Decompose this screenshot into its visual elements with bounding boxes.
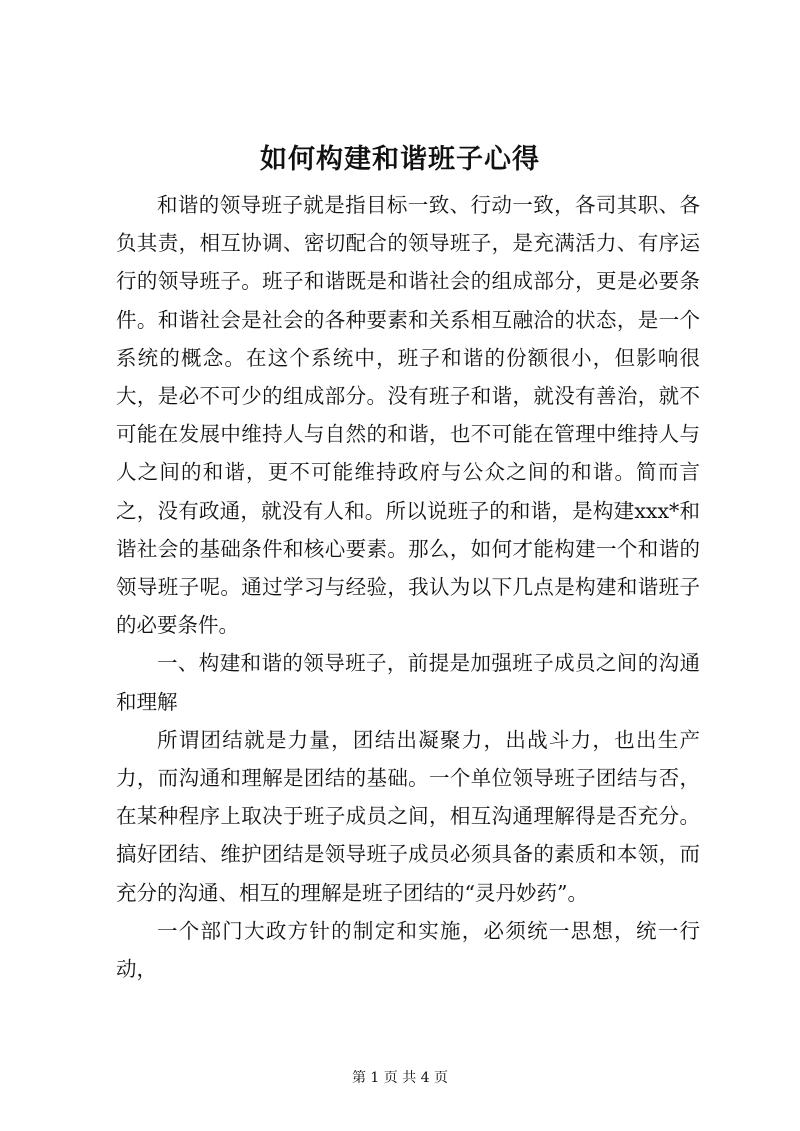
document-body [116,186,700,988]
section-heading-1: 一、构建和谐的领导班子，前提是加强班子成员之间的沟通和理解 [116,651,700,714]
page-footer: 第 1 页 共 4 页 [351,1070,449,1086]
document-title: 如何构建和谐班子心得 [260,144,540,175]
paragraph-unity: 所谓团结就是力量，团结出凝聚力，出战斗力，也出生产力，而沟通和理解是团结的基础。一个单位领导班子团结与否，在某种程序上取决于班子成员之间，相互沟通理解得是否充分。搞好团结、维护团结是领导班子成员必须具备的素质和本领，而充分的沟通、相互的理解是班子团结的“灵丹妙药”。 [116,727,700,905]
paragraph-policy: 一个部门大政方针的制定和实施，必须统一思想，统一行动， [116,918,700,982]
paragraph-intro: 和谐的领导班子就是指目标一致、行动一致，各司其职、各负其责，相互协调、密切配合的领导班子，是充满活力、有序运行的领导班子。班子和谐既是和谐社会的组成部分，更是必要条件。和谐社会是社会的各种要素和关系相互融洽的状态，是一个系统的概念。在这个系统中，班子和谐的份额很小，但影响很大，是必不可少的组成部分。没有班子和谐，就没有善治，就不可能在发展中维持人与自然的和谐，也不可能在管理中维持人与人之间的和谐，更不可能维持政府与公众之间的和谐。简而言之，没有政通，就没有人和。所以说班子的和谐，是构建xxx*和谐社会的基础条件和核心要素。那么，如何才能构建一个和谐的领导班子呢。通过学习与经验，我认为以下几点是构建和谐班子的必要条件。 [116,193,700,638]
